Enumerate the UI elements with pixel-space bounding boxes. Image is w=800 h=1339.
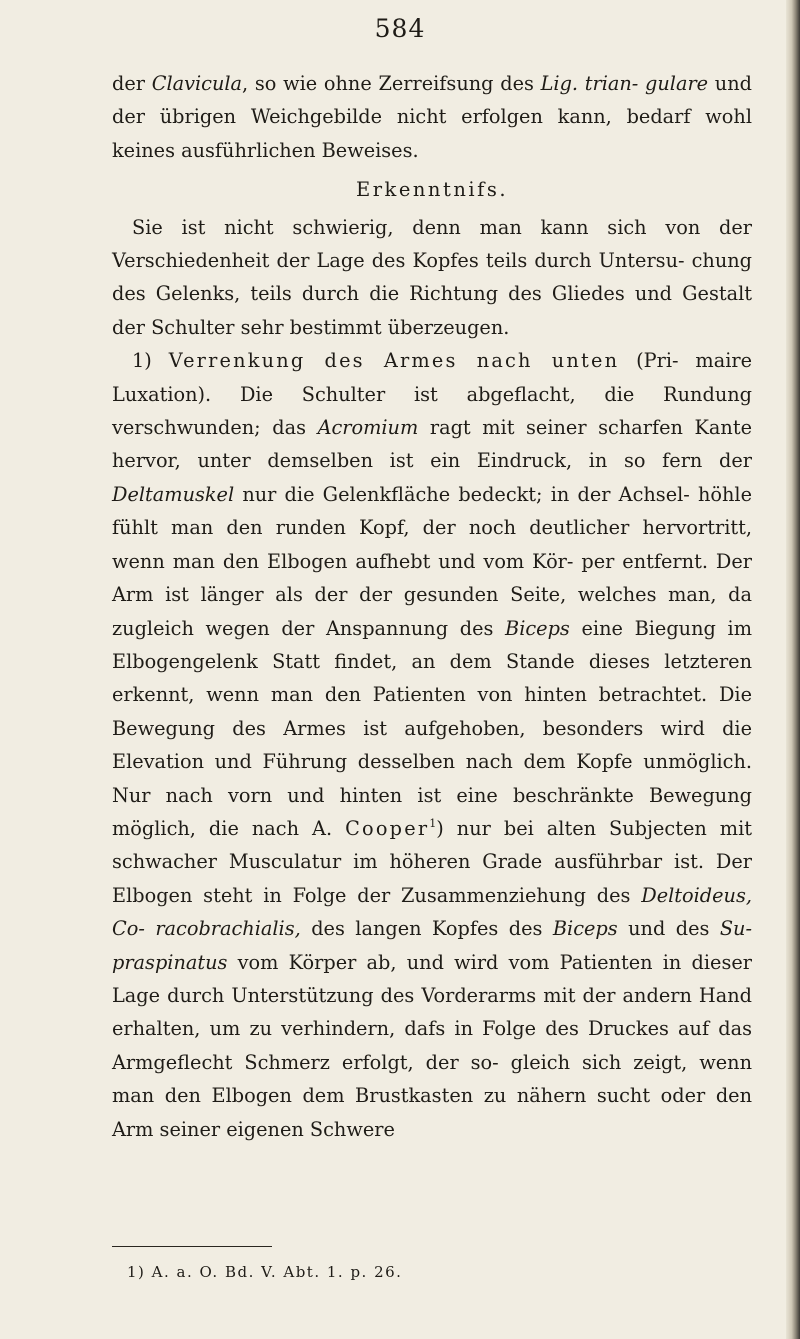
page-edge-shadow	[786, 0, 800, 1339]
text-run: vom Körper ab, und wird vom Patienten in dieser Lage durch Unterstützung des Vorderarms mit der andern Hand erhalten, um zu verhindern, dafs in Folge des Druckes auf das Armgeflecht Schmerz erfolgt, der so- gleich sich zeigt, wenn man den Elbogen dem Brustkasten zu nähern sucht oder den Arm seiner eigenen Schwere	[112, 950, 752, 1141]
italic-term: Acromium	[317, 416, 419, 440]
italic-term: Deltoideus, Co- racobrachialis,	[112, 883, 752, 941]
footnote-reference: 1	[429, 816, 437, 830]
footnote: 1) A. a. O. Bd. V. Abt. 1. p. 26.	[127, 1263, 403, 1281]
text-run: ragt mit seiner scharfen Kante hervor, unter demselben ist ein Eindruck, in so fern der	[112, 416, 752, 473]
italic-term: Lig. trian- gulare	[540, 72, 709, 95]
italic-term: Biceps	[552, 917, 618, 941]
page-number: 584	[374, 14, 426, 43]
author-name: Cooper	[345, 816, 430, 840]
paragraph-continued	[112, 67, 752, 167]
section-heading: Erkenntnifs.	[355, 178, 509, 202]
text-run: nur die Gelenkfläche bedeckt; in der Achsel- höhle fühlt man den runden Kopf, der noch deutlicher hervortritt, wenn man den Elbogen aufhebt und vom Kör- per entfernt. Der Arm ist länger als der der gesunden Seite, welches man, da zugleich wegen der Anspannung des	[112, 482, 752, 640]
item-number: 1)	[132, 349, 169, 373]
italic-term: Clavicula	[151, 72, 243, 95]
text-run: , so wie ohne Zerreifsung des	[242, 72, 541, 95]
footnote-divider	[112, 1246, 272, 1247]
italic-term: Su- praspinatus	[112, 917, 752, 974]
item-title: Verrenkung des Armes nach unten	[168, 349, 620, 373]
text-run: (Pri- maire Luxation). Die Schulter ist abgeflacht, die Rundung verschwunden; das	[112, 349, 753, 440]
text-run: eine Biegung im Elbogengelenk Statt findet, an dem Stande dieses letzteren erkennt, wenn man den Patienten von hinten betrachtet. Die Bewegung des Armes ist aufgehoben, besonders wird die Elevation und Führung desselben nach dem Kopfe unmöglich. Nur nach vorn und hinten ist eine beschränkte Bewegung möglich, die nach A.	[112, 616, 752, 840]
text-run: der	[112, 72, 152, 95]
italic-term: Deltamuskel	[112, 482, 235, 506]
text-run: und der übrigen Weichgebilde nicht erfolgen kann, bedarf wohl keines ausführlichen Beweises.	[112, 72, 752, 162]
italic-term: Biceps	[505, 616, 570, 640]
text-run: und des	[617, 917, 720, 941]
paragraph-intro: Sie ist nicht schwierig, denn man kann sich von der Verschiedenheit der Lage des Kopfes teils durch Untersu- chung des Gelenks, teils durch die Richtung des Gliedes und Gestalt der Schulter sehr bestimmt überzeugen.	[112, 215, 752, 339]
text-run: ) nur bei alten Subjecten mit schwacher Musculatur im höheren Grade ausführbar ist. Der Elbogen steht in Folge der Zusammenziehung des	[112, 816, 752, 907]
text-run: des langen Kopfes des	[300, 917, 553, 941]
body-text	[112, 67, 752, 1146]
paragraph-luxation	[112, 344, 752, 1146]
